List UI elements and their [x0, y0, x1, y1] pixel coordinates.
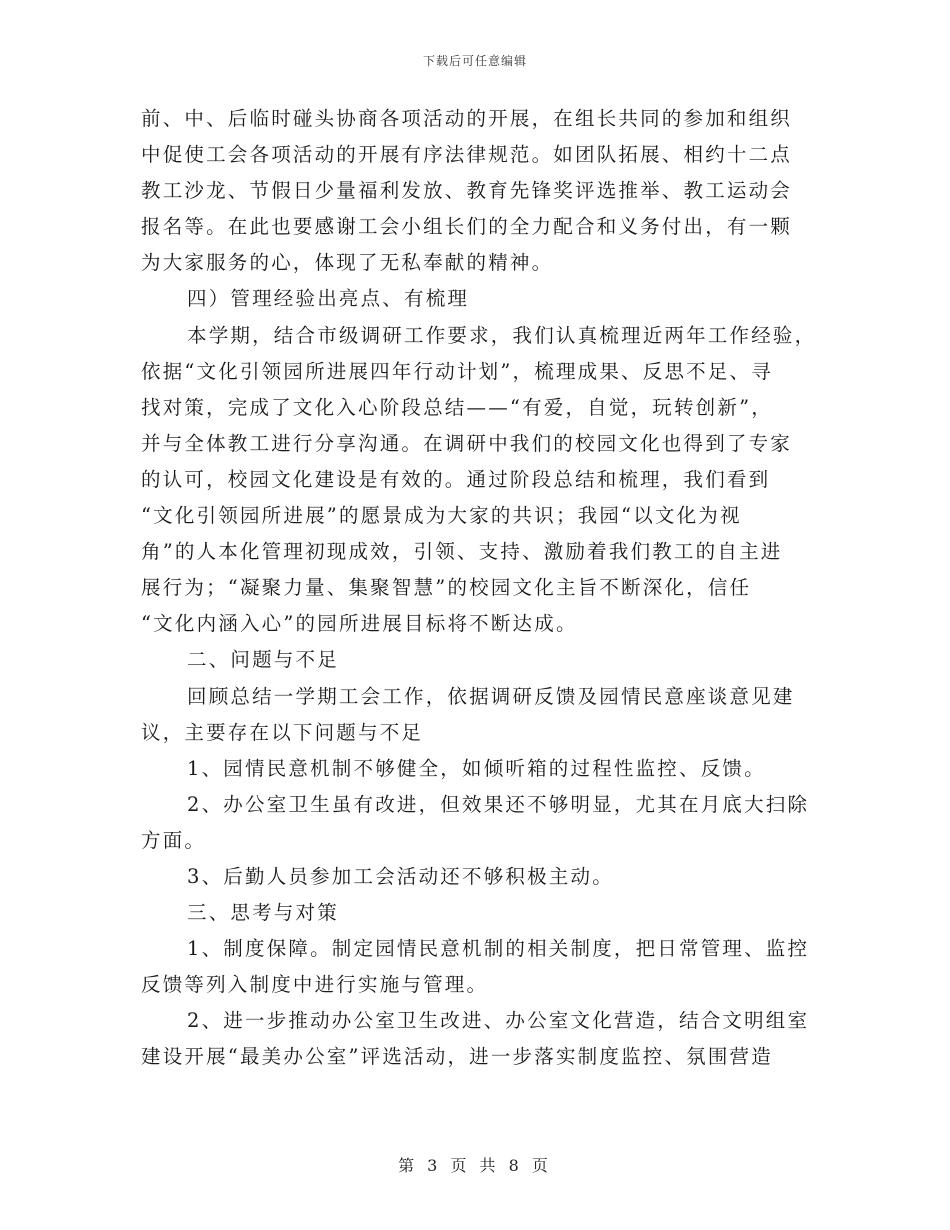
- list-item: 1、制度保障。制定园情民意机制的相关制度，把日常管理、监控: [187, 937, 810, 961]
- text-line: 中促使工会各项活动的开展有序法律规范。如团队拓展、相约十二点: [141, 143, 793, 167]
- text-line: 本学期，结合市级调研工作要求，我们认真梳理近两年工作经验，: [187, 323, 817, 347]
- document-body: [141, 101, 817, 1076]
- text-line: 前、中、后临时碰头协商各项活动的开展，在组长共同的参加和组织: [141, 107, 793, 130]
- text-line: 找对策，完成了文化入心阶段总结——“有爱，自觉，玩转创新”，: [141, 395, 773, 419]
- list-item: 3、后勤人员参加工会活动还不够积极主动。: [187, 864, 614, 888]
- text-line: 教工沙龙、节假日少量福利发放、教育先锋奖评选推举、教工运动会: [141, 179, 793, 203]
- text-line: 并与全体教工进行分享沟通。在调研中我们的校园文化也得到了专家: [141, 431, 793, 455]
- list-item: 1、园情民意机制不够健全，如倾听箱的过程性监控、反馈。: [187, 756, 766, 780]
- text-line: 议，主要存在以下问题与不足: [141, 720, 424, 744]
- page-footer: 第 3 页 共 8 页: [398, 1156, 552, 1175]
- text-line: 反馈等列入制度中进行实施与管理。: [141, 973, 489, 997]
- list-item: 2、办公室卫生虽有改进，但效果还不够明显，尤其在月底大扫除: [187, 792, 810, 816]
- text-line: 的认可，校园文化建设是有效的。通过阶段总结和梳理，我们看到: [141, 467, 771, 491]
- text-line: 方面。: [141, 828, 207, 852]
- text-line: 报名等。在此也要感谢工会小组长们的全力配合和义务付出，有一颗: [141, 215, 793, 239]
- text-line: “文化引领园所进展”的愿景成为大家的共识；我园“以文化为视: [141, 504, 742, 528]
- text-line: 依据“文化引领园所进展四年行动计划”，梳理成果、反思不足、寻: [141, 359, 773, 383]
- text-line: “文化内涵入心”的园所进展目标将不断达成。: [141, 612, 578, 636]
- text-line: 为大家服务的心，体现了无私奉献的精神。: [141, 251, 554, 275]
- section-heading: 三、思考与对策: [187, 901, 339, 925]
- text-line: 展行为；“凝聚力量、集聚智慧”的校园文化主旨不断深化，信任: [141, 576, 752, 600]
- section-heading: 四）管理经验出亮点、有梳理: [187, 287, 470, 311]
- text-line: 回顾总结一学期工会工作，依据调研反馈及园情民意座谈意见建: [187, 684, 795, 708]
- page-header: 下载后可任意编辑: [422, 54, 527, 68]
- text-line: 角”的人本化管理初现成效，引领、支持、激励着我们教工的自主进: [141, 540, 783, 564]
- section-heading: 二、问题与不足: [187, 648, 339, 672]
- text-line: 建设开展“最美办公室”评选活动，进一步落实制度监控、氛围营造: [141, 1045, 773, 1069]
- list-item: 2、进一步推动办公室卫生改进、办公室文化营造，结合文明组室: [187, 1009, 810, 1033]
